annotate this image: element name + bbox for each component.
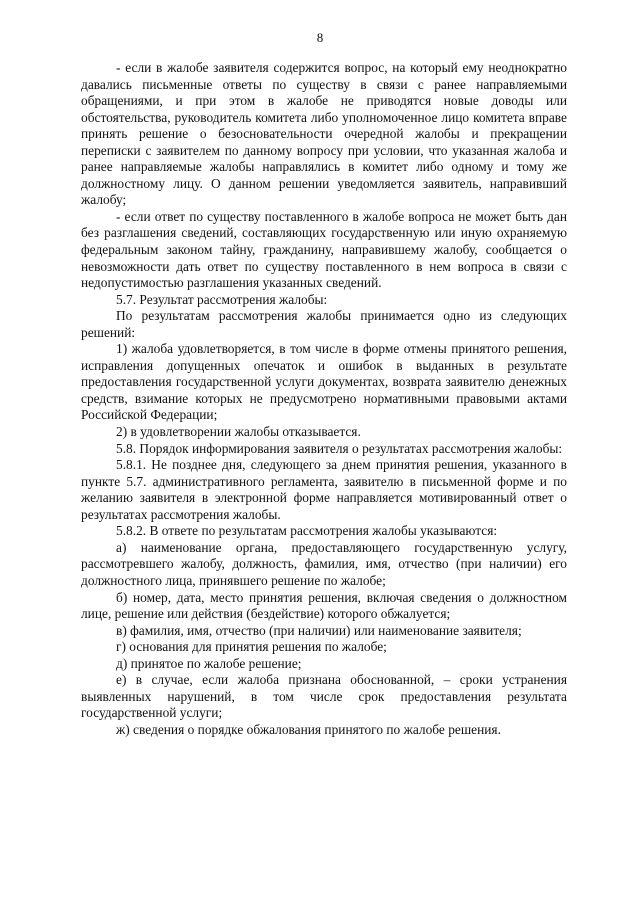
page-number: 8 bbox=[316, 30, 324, 45]
section-heading-5-7: 5.7. Результат рассмотрения жалобы: bbox=[116, 291, 328, 307]
paragraph-5-8-2: 5.8.2. В ответе по результатам рассмотрения жалобы указываются: bbox=[116, 523, 498, 539]
list-item-g: г) основания для принятия решения по жалобе; bbox=[116, 639, 387, 655]
document-body bbox=[81, 60, 567, 738]
list-item-a: а) наименование органа, предоставляющего государственную услугу, рассмотревшего жалобу, должность, фамилия, имя, отчество (при наличии) его должностного лица, принявшего решение по жалобе; bbox=[81, 539, 567, 588]
list-item-zh: ж) сведения о порядке обжалования принятого по жалобе решения. bbox=[116, 721, 501, 737]
paragraph-decisions-intro: По результатам рассмотрения жалобы принимается одно из следующих решений: bbox=[81, 308, 567, 340]
list-item-e: е) в случае, если жалоба признана обоснованной, – сроки устранения выявленных нарушений, в том числе срок предоставления результата государственной услуги; bbox=[81, 672, 567, 721]
list-item-decision-1: 1) жалоба удовлетворяется, в том числе в форме отмены принятого решения, исправления допущенных опечаток и ошибок в выданных в результате предоставления государственной услуги документах, возврата заявителю денежных средств, взимание которых не предусмотрено нормативными правовыми актами Российской Федерации; bbox=[81, 341, 567, 423]
paragraph-repeated-complaint: - если в жалобе заявителя содержится вопрос, на который ему неоднократно давались письменные ответы по существу в связи с ранее направляемыми обращениями, и при этом в жалобе не приводятся новые доводы или обстоятельства, руководитель комитета либо уполномоченное лицо комитета вправе принять решение о безосновательности очередной жалобы и прекращении переписки с заявителем по данному вопросу при условии, что указанная жалоба и ранее направляемые жалобы направлялись в комитет либо одному и тому же должностному лицу. О данном решении уведомляется заявитель, направивший жалобу; bbox=[81, 60, 567, 208]
section-heading-5-8: 5.8. Порядок информирования заявителя о результатах рассмотрения жалобы: bbox=[116, 440, 563, 456]
paragraph-secret-information: - если ответ по существу поставленного в жалобе вопроса не может быть дан без разглашения сведений, составляющих государственную или иную охраняемую федеральным законом тайну, гражданину, направившему жалобу, сообщается о невозможности дать ответ по существу поставленного в нем вопроса в связи с недопустимостью разглашения указанных сведений. bbox=[81, 208, 567, 291]
list-item-d: д) принятое по жалобе решение; bbox=[116, 655, 302, 671]
list-item-v: в) фамилия, имя, отчество (при наличии) или наименование заявителя; bbox=[116, 622, 522, 638]
paragraph-5-8-1: 5.8.1. Не позднее дня, следующего за днем принятия решения, указанного в пункте 5.7. административного регламента, заявителю в письменной форме и по желанию заявителя в электронной форме направляется мотивированный ответ о результатах рассмотрения жалобы. bbox=[81, 457, 567, 522]
list-item-b: б) номер, дата, место принятия решения, включая сведения о должностном лице, решение или действия (бездействие) которого обжалуется; bbox=[81, 589, 567, 622]
list-item-decision-2: 2) в удовлетворении жалобы отказывается. bbox=[116, 424, 361, 440]
